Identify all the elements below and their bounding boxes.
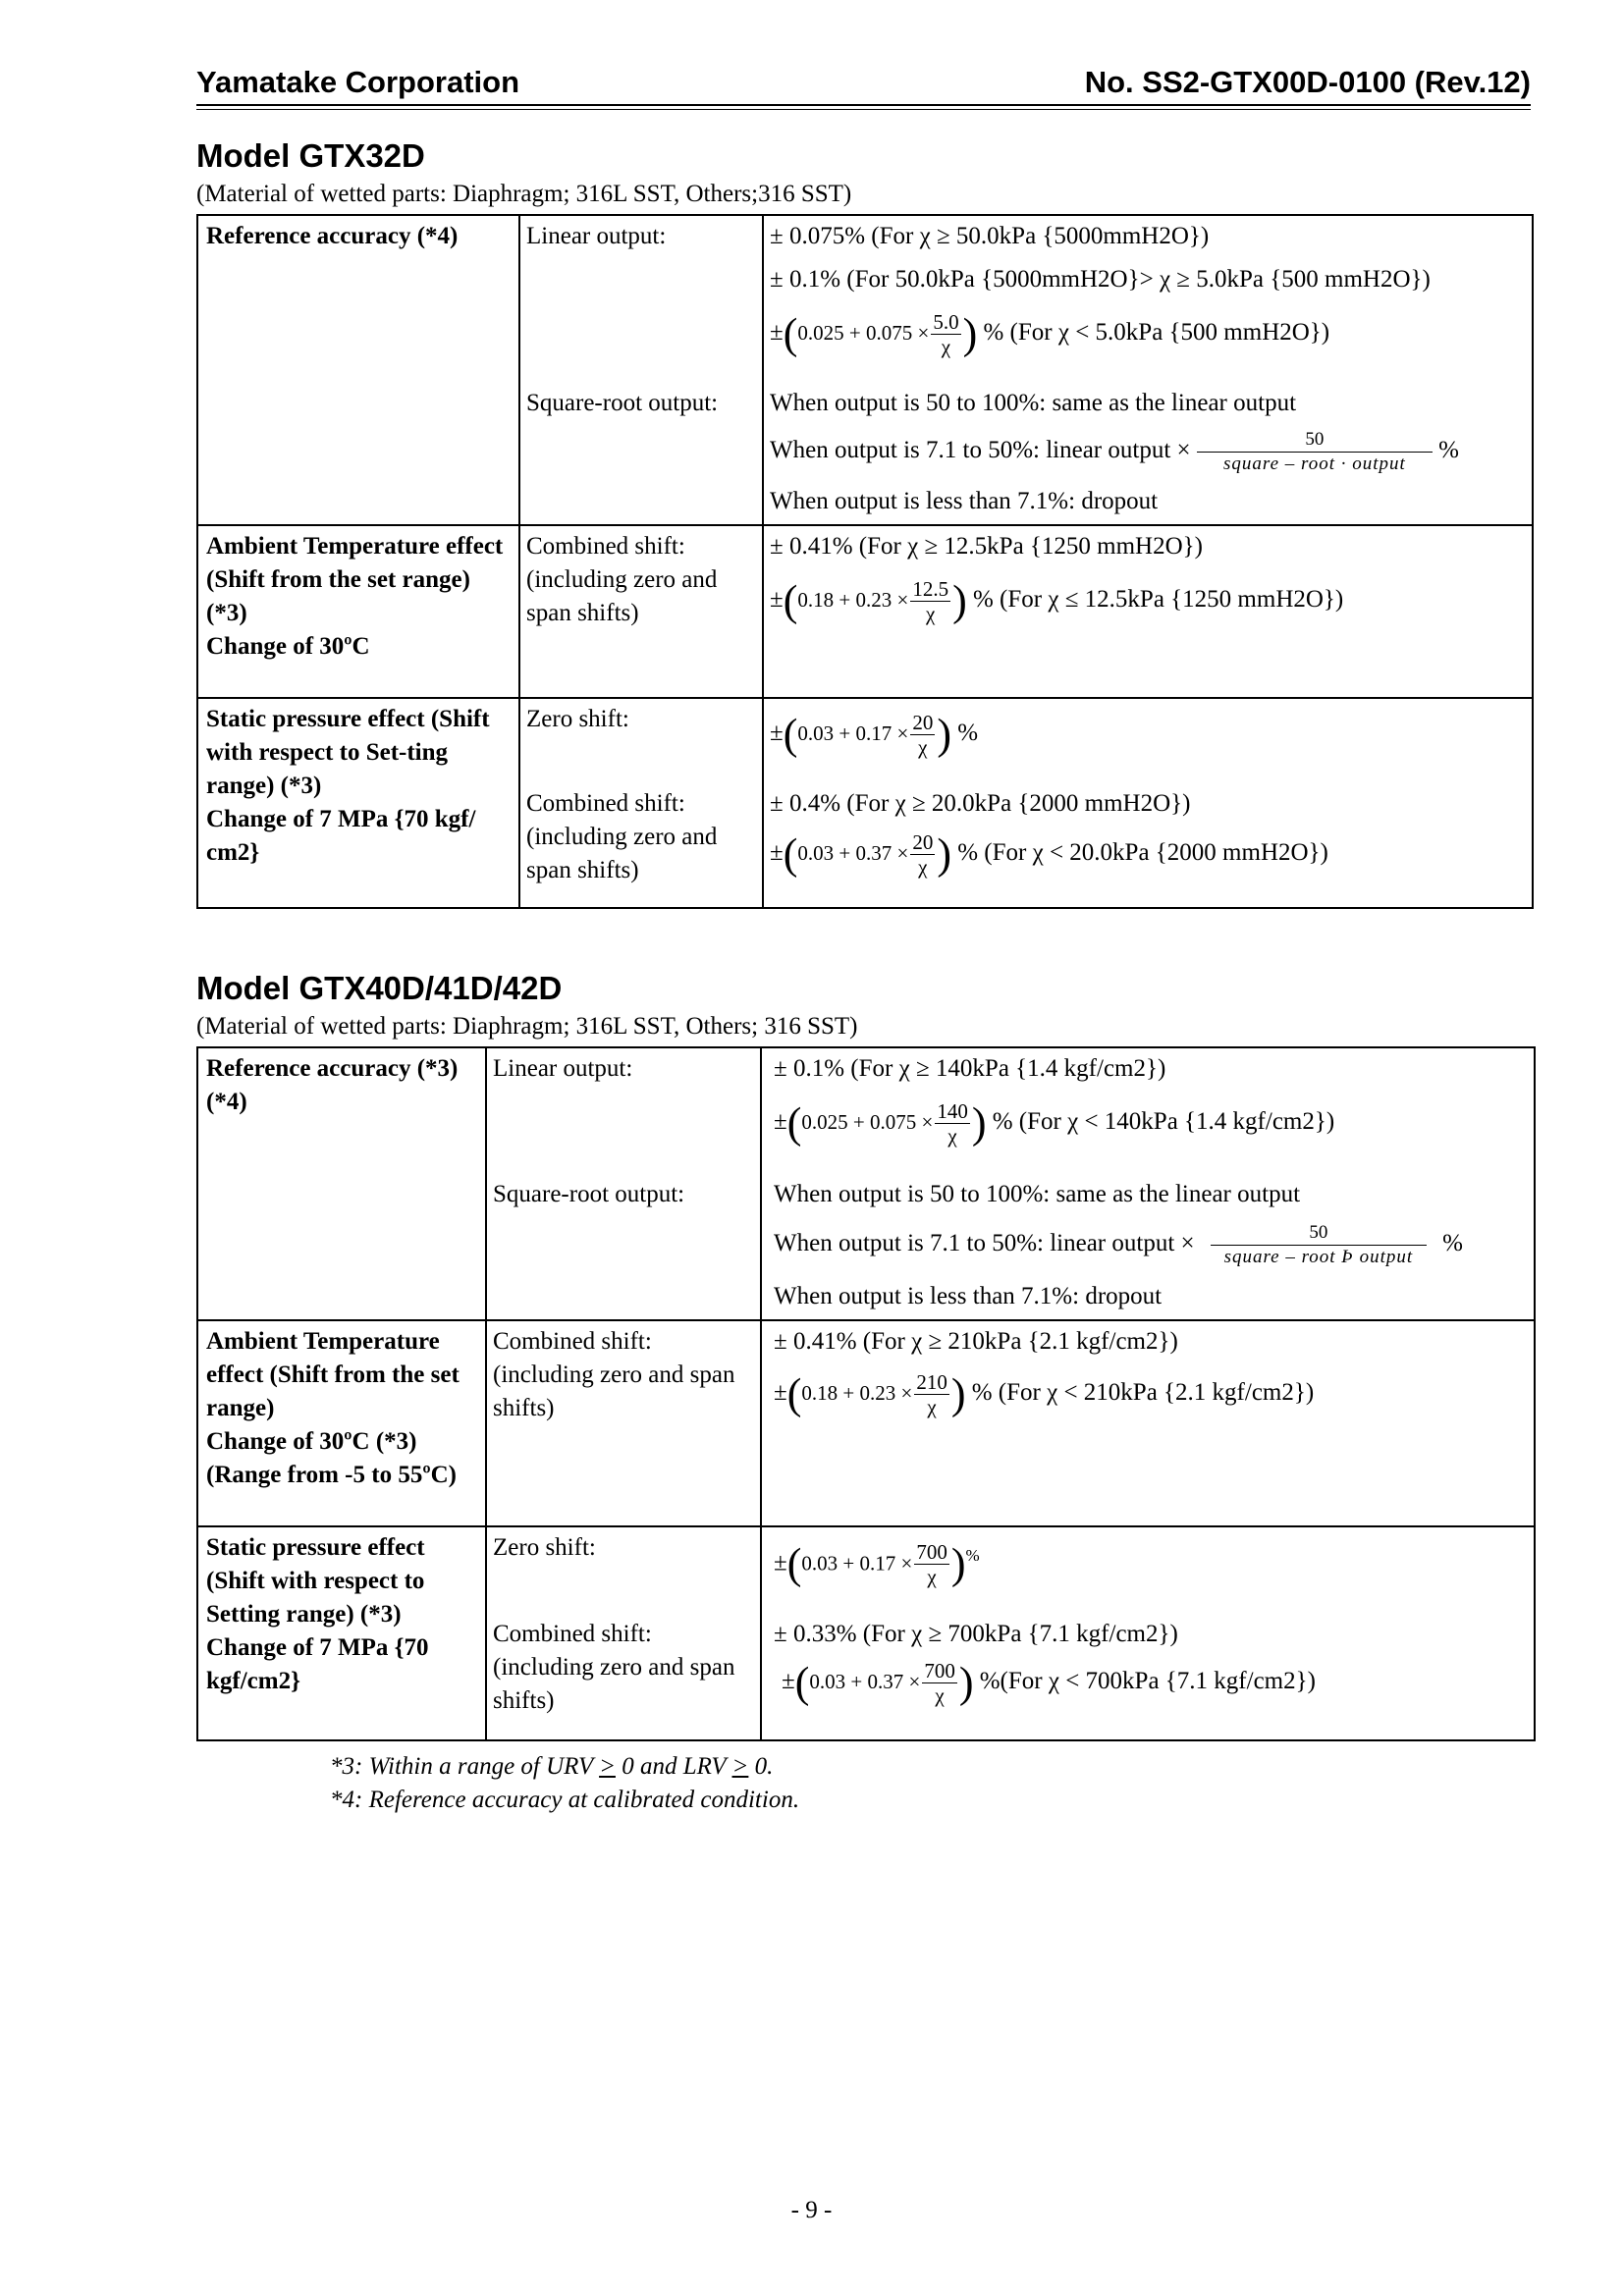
ambient-temperature-label: Ambient Temperature effect (Shift from the set range) (*3) Change of 30ºC — [197, 525, 519, 698]
linear-accuracy-2-2: ±(0.025 + 0.075 × $\frac{140}{\chi}$ ) % (For χ < 140kPa {1.4 kgf/cm2}) — [774, 1098, 1335, 1148]
company-name: Yamatake Corporation — [196, 65, 520, 99]
combined-shift-label-2: Combined shift: (including zero and span shifts) — [526, 790, 718, 883]
static-shift-2-1: ± 0.33% (For χ ≥ 700kPa {7.1 kgf/cm2}) — [774, 1621, 1178, 1647]
sqrt-accuracy-1: When output is 50 to 100%: same as the linear output — [770, 390, 1297, 416]
linear-accuracy-3: ±(0.025 + 0.075 × $\frac{5.0}{\chi}$ ) % (For χ < 5.0kPa {500 mmH2O}) — [770, 309, 1330, 358]
sqrt-accuracy-3: When output is less than 7.1%: dropout — [770, 488, 1159, 514]
spec-table-gtx32d — [196, 214, 1534, 909]
static-shift-2-2: ±(0.03 + 0.37 × $\frac{700}{\chi}$ ) %(For χ < 700kPa {7.1 kgf/cm2}) — [782, 1658, 1316, 1707]
linear-output-label-2: Linear output: — [493, 1055, 633, 1082]
page-number: - 9 - — [790, 2197, 833, 2223]
linear-accuracy-1: ± 0.075% (For χ ≥ 50.0kPa {5000mmH2O}) — [770, 223, 1210, 249]
square-root-output-label: Square-root output: — [526, 390, 719, 416]
combined-shift-label-2b: Combined shift: (including zero and span shifts) — [493, 1621, 735, 1714]
footnote-3: *3: Within a range of URV > 0 and LRV > 0. — [330, 1753, 774, 1780]
square-root-output-label-2: Square-root output: — [493, 1181, 685, 1207]
material-note: (Material of wetted parts: Diaphragm; 316L SST, Others;316 SST) — [196, 181, 852, 207]
zero-shift-formula-2: ±(0.03 + 0.17 × $\frac{700}{\chi}$ )% — [774, 1539, 980, 1589]
static-shift-1: ± 0.4% (For χ ≥ 20.0kPa {2000 mmH2O}) — [770, 790, 1191, 817]
ambient-shift-1: ± 0.41% (For χ ≥ 12.5kPa {1250 mmH2O}) — [770, 533, 1203, 560]
document-number: No. SS2-GTX00D-0100 (Rev.12) — [1084, 65, 1531, 99]
combined-shift-label-m2: Combined shift: (including zero and span shifts) — [486, 1320, 761, 1526]
static-pressure-label-2: Static pressure effect (Shift with respect to Setting range) (*3) Change of 7 MPa {70 kgf/cm2} — [197, 1526, 486, 1740]
reference-accuracy-label: Reference accuracy (*4) — [197, 215, 519, 525]
combined-shift-label: Combined shift: (including zero and span shifts) — [519, 525, 763, 698]
page-header — [196, 61, 1531, 106]
sqrt-accuracy-2-1: When output is 50 to 100%: same as the linear output — [774, 1181, 1301, 1207]
static-pressure-label: Static pressure effect (Shift with respect to Set-ting range) (*3) Change of 7 MPa {70 kgf/ cm2} — [197, 698, 519, 908]
linear-accuracy-2: ± 0.1% (For 50.0kPa {5000mmH2O}> χ ≥ 5.0kPa {500 mmH2O}) — [770, 266, 1431, 293]
zero-shift-label: Zero shift: — [526, 706, 629, 732]
zero-shift-formula: ±(0.03 + 0.17 × $\frac{20}{\chi}$ ) % — [770, 710, 979, 759]
sqrt-accuracy-2: When output is 7.1 to 50%: linear output × 50 square – root · output % — [770, 429, 1459, 474]
model-title-2: Model GTX40D/41D/42D — [196, 970, 563, 1006]
material-note-2: (Material of wetted parts: Diaphragm; 316L SST, Others; 316 SST) — [196, 1013, 858, 1040]
ambient-shift-2: ±(0.18 + 0.23 × $\frac{12.5}{\chi}$ ) % (For χ ≤ 12.5kPa {1250 mmH2O}) — [770, 576, 1344, 625]
sqrt-accuracy-2-2: When output is 7.1 to 50%: linear output × 50 square – root Þ output % — [774, 1222, 1463, 1267]
zero-shift-label-2: Zero shift: — [493, 1534, 596, 1561]
reference-accuracy-label-2: Reference accuracy (*3)(*4) — [197, 1047, 486, 1320]
footnote-4: *4: Reference accuracy at calibrated condition. — [330, 1787, 800, 1813]
spec-table-gtx40d — [196, 1046, 1536, 1741]
model-title: Model GTX32D — [196, 137, 425, 174]
sqrt-accuracy-2-3: When output is less than 7.1%: dropout — [774, 1283, 1163, 1309]
ambient-temperature-label-2: Ambient Temperature effect (Shift from the set range) Change of 30ºC (*3) (Range from -5 to 55ºC) — [197, 1320, 486, 1526]
linear-output-label: Linear output: — [526, 223, 667, 249]
static-shift-2: ±(0.03 + 0.37 × $\frac{20}{\chi}$ ) % (For χ < 20.0kPa {2000 mmH2O}) — [770, 829, 1328, 879]
linear-accuracy-2-1: ± 0.1% (For χ ≥ 140kPa {1.4 kgf/cm2}) — [774, 1055, 1166, 1082]
ambient-shift-2-1: ± 0.41% (For χ ≥ 210kPa {2.1 kgf/cm2}) — [774, 1328, 1178, 1355]
ambient-shift-2-2: ±(0.18 + 0.23 × $\frac{210}{\chi}$ ) % (For χ < 210kPa {2.1 kgf/cm2}) — [774, 1369, 1315, 1418]
